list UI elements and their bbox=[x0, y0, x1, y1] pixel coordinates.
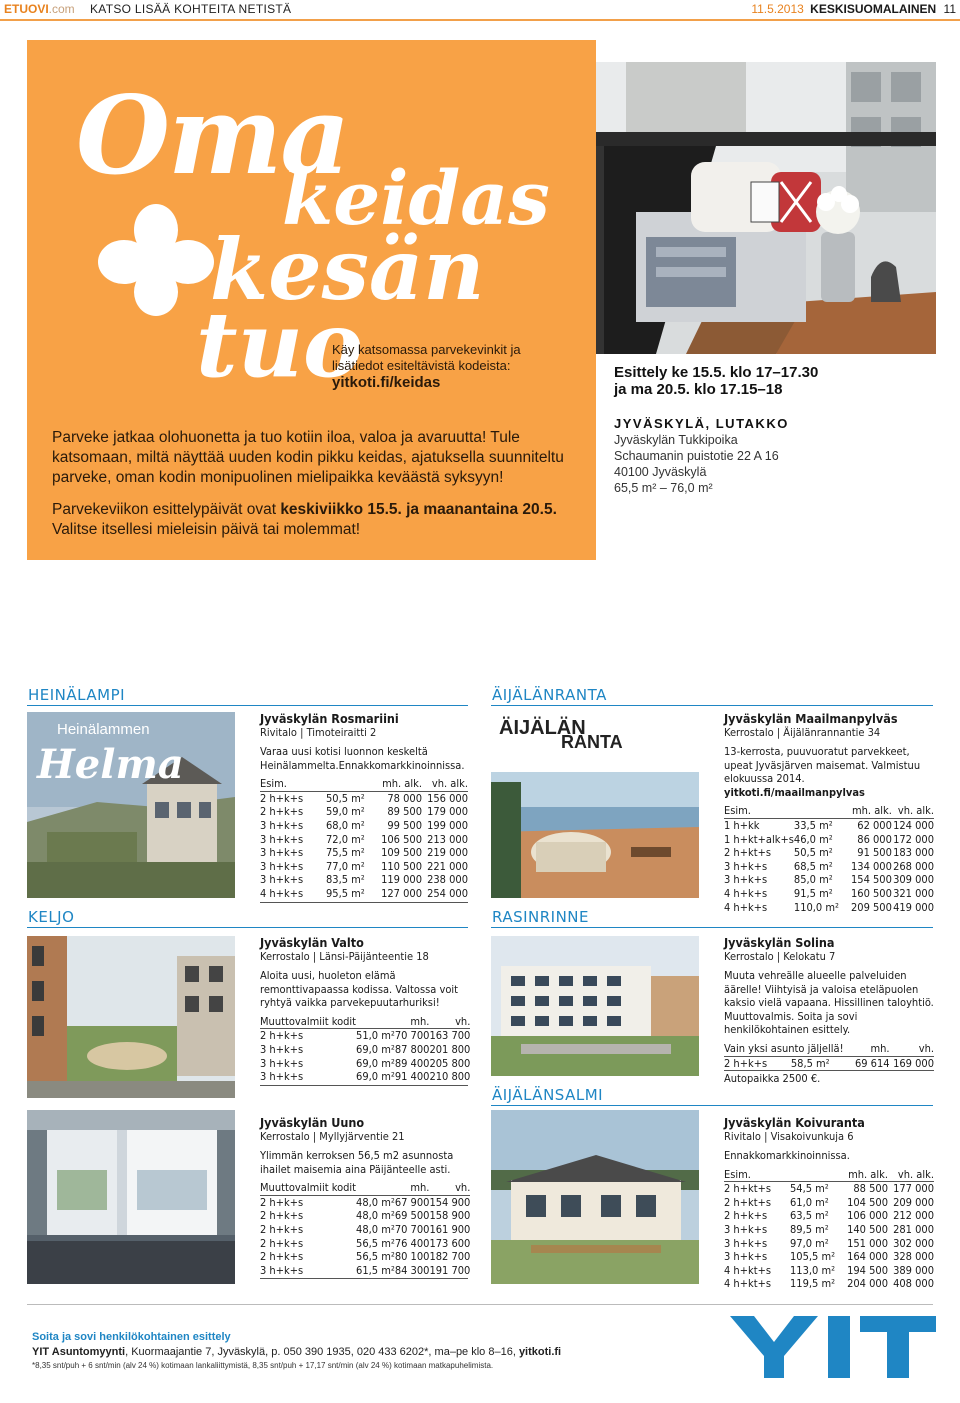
unit-type: 4 h+kt+s bbox=[724, 1277, 772, 1291]
table-row bbox=[260, 1043, 470, 1057]
sale-price: 221 000 bbox=[427, 859, 468, 873]
listing-sub: Kerrostalo | Länsi-Päijänteentie 18 bbox=[260, 950, 429, 963]
col-header: Esim. bbox=[724, 804, 751, 818]
sale-price: 177 000 bbox=[888, 1182, 934, 1196]
listing-maailmanpylvas bbox=[724, 711, 934, 914]
footer-pricing-note: *8,35 snt/puh + 6 snt/min (alv 24 %) kotimaan lankaliittymistä, 8,35 snt/puh + 17,17 snt/min (alv 24 %) kotimaan matkapuhelimista. bbox=[32, 1361, 494, 1370]
unit-area: 69,0 m² bbox=[356, 1056, 395, 1070]
sale-price: 281 000 bbox=[893, 1222, 934, 1236]
sale-price: 158 900 bbox=[429, 1209, 471, 1223]
table-row bbox=[724, 860, 934, 874]
col-header: mh. bbox=[870, 1041, 890, 1055]
unit-area: 63,5 m² bbox=[790, 1209, 829, 1223]
table-row bbox=[724, 1250, 934, 1264]
unit-type: 4 h+k+s bbox=[724, 900, 768, 914]
debt-free-price: 134 000 bbox=[850, 859, 892, 873]
unit-type: 2 h+k+s bbox=[260, 1250, 304, 1264]
sale-price: 210 800 bbox=[429, 1070, 471, 1084]
table-row bbox=[724, 1056, 934, 1070]
project-address: Schaumanin puistotie 22 A 16 bbox=[614, 449, 779, 463]
debt-free-price: 87 800 bbox=[394, 1042, 430, 1056]
desc-url[interactable]: yitkoti.fi/maailmanpylvas bbox=[724, 785, 865, 799]
listing-title: Jyväskylän Maailmanpylväs bbox=[724, 711, 898, 726]
unit-area: 119,5 m² bbox=[790, 1277, 836, 1291]
table-row bbox=[260, 1029, 470, 1043]
debt-free-price: 89 500 bbox=[387, 805, 422, 819]
listing-uuno bbox=[260, 1115, 471, 1279]
hero-p2-post: Valitse itsellesi mieleisin päivä tai molemmat! bbox=[52, 521, 361, 538]
unit-area: 61,5 m² bbox=[356, 1263, 395, 1277]
table-row bbox=[260, 1070, 470, 1084]
listing-desc bbox=[724, 745, 934, 799]
hero-p2-pre: Parvekeviikon esittelypäivät ovat bbox=[52, 501, 281, 518]
section-rule bbox=[491, 705, 933, 706]
debt-free-price: 70 700 bbox=[394, 1222, 430, 1236]
section-rule bbox=[27, 927, 468, 928]
col-header: Vain yksi asunto jäljellä! bbox=[724, 1041, 844, 1055]
table-row bbox=[724, 1209, 934, 1223]
footer-company: YIT Asuntomyynti bbox=[32, 1346, 126, 1358]
debt-free-price: 109 500 bbox=[381, 846, 422, 860]
sale-price: 268 000 bbox=[893, 859, 934, 873]
hero-paragraph-1: Parveke jatkaa olohuonetta ja tuo kotiin iloa, valoa ja avaruutta! Tule katsomaan, miltä näyttää uuden kodin pikku keidas, ajatuksella suunniteltu parveke, oman kodin monipuolinen mielipaikka keväästä syksyyn! bbox=[52, 429, 564, 486]
table-end-rule bbox=[260, 1085, 468, 1086]
debt-free-price: 80 100 bbox=[394, 1250, 430, 1264]
col-header: mh. alk. bbox=[382, 777, 422, 791]
unit-area: 83,5 m² bbox=[326, 873, 365, 887]
listing-desc: Varaa uusi kotisi luonnon keskeltä Heinälammelta.Ennakkomarkkinoinnissa. bbox=[260, 745, 465, 772]
unit-type: 2 h+k+s bbox=[260, 1195, 356, 1209]
unit-area: 75,5 m² bbox=[326, 846, 365, 860]
listing-desc: Aloita uusi, huoleton elämä remonttivapaassa kodissa. Valtossa voit ryhtyä vaikka parvekepuutarhuriksi! bbox=[260, 969, 459, 1010]
unit-area: 68,0 m² bbox=[326, 818, 365, 832]
unit-area: 56,5 m² bbox=[356, 1236, 395, 1250]
unit-area: 91,5 m² bbox=[793, 886, 833, 900]
aijalan-logo-2: RANTA bbox=[561, 732, 623, 752]
paper-name: KESKISUOMALAINEN bbox=[810, 2, 937, 16]
sale-price: 213 000 bbox=[427, 832, 468, 846]
unit-area: 89,5 m² bbox=[790, 1222, 829, 1236]
table-row bbox=[724, 1264, 934, 1278]
unit-type: 2 h+k+s bbox=[724, 1056, 791, 1070]
section-rule bbox=[491, 1105, 933, 1106]
sale-price: 124 000 bbox=[893, 818, 934, 832]
debt-free-price: 106 500 bbox=[381, 832, 422, 846]
section-keljo: KELJO bbox=[28, 908, 75, 926]
top-rule bbox=[0, 19, 960, 21]
unit-type: 2 h+k+s bbox=[260, 791, 326, 805]
table-row bbox=[260, 819, 468, 833]
listing-sub: Kerrostalo | Kelokatu 7 bbox=[724, 950, 836, 963]
helma-photo bbox=[27, 712, 235, 898]
col-header: vh. bbox=[918, 1041, 934, 1055]
price-table bbox=[724, 1168, 934, 1291]
section-heinalampi: HEINÄLAMPI bbox=[28, 686, 126, 704]
sale-price: 199 000 bbox=[427, 818, 468, 832]
sale-price: 173 600 bbox=[429, 1236, 471, 1250]
helma-script: Helma bbox=[37, 741, 184, 788]
sale-price: 154 900 bbox=[429, 1195, 471, 1209]
unit-type: 3 h+k+s bbox=[260, 1263, 304, 1277]
listing-title: Jyväskylän Uuno bbox=[260, 1115, 365, 1130]
footer-cta: Soita ja sovi henkilökohtainen esittely bbox=[32, 1331, 231, 1343]
table-end-rule bbox=[260, 902, 468, 903]
unit-area: 85,0 m² bbox=[793, 873, 833, 887]
unit-type: 3 h+k+s bbox=[724, 1222, 768, 1236]
table-row bbox=[724, 846, 934, 860]
unit-area: 54,5 m² bbox=[790, 1182, 842, 1196]
unit-type: 3 h+k+s bbox=[260, 832, 304, 846]
unit-area: 110,0 m² bbox=[793, 900, 839, 914]
table-row bbox=[724, 1223, 934, 1237]
uuno-photo bbox=[27, 1110, 235, 1284]
unit-area: 113,0 m² bbox=[790, 1263, 836, 1277]
listing-sub: Kerrostalo | Myllyjärventie 21 bbox=[260, 1130, 405, 1143]
aijalan-logo-1: ÄIJÄLÄN bbox=[499, 717, 586, 739]
col-header: vh. alk. bbox=[897, 804, 934, 818]
unit-type: 2 h+kt+s bbox=[724, 846, 772, 860]
listing-sub: Rivitalo | Visakoivunkuja 6 bbox=[724, 1130, 854, 1143]
unit-area: 48,0 m² bbox=[356, 1222, 395, 1236]
debt-free-price: 119 000 bbox=[381, 873, 422, 887]
col-header: mh. bbox=[410, 1181, 430, 1195]
unit-type: 2 h+k+s bbox=[260, 1029, 356, 1043]
table-row bbox=[260, 791, 468, 805]
listing-title: Jyväskylän Solina bbox=[724, 935, 835, 950]
col-header: Esim. bbox=[724, 1167, 751, 1181]
sale-price: 321 000 bbox=[893, 886, 934, 900]
hero-info bbox=[332, 342, 572, 391]
debt-free-price: 84 300 bbox=[394, 1263, 430, 1277]
sale-price: 309 000 bbox=[893, 873, 934, 887]
unit-area: 61,0 m² bbox=[790, 1195, 829, 1209]
col-header: Esim. bbox=[260, 777, 287, 791]
unit-type: 3 h+k+s bbox=[724, 859, 768, 873]
solina-photo bbox=[491, 936, 699, 1076]
table-row bbox=[260, 1264, 470, 1278]
unit-type: 3 h+k+s bbox=[260, 1042, 304, 1056]
unit-area: 59,0 m² bbox=[326, 805, 365, 819]
sale-price: 212 000 bbox=[893, 1209, 934, 1223]
hero-paragraph-2 bbox=[52, 500, 572, 540]
balcony-photo bbox=[596, 62, 936, 354]
koivuranta-photo bbox=[491, 1110, 699, 1284]
listing-sub: Kerrostalo | Äijälänrannantie 34 bbox=[724, 726, 881, 739]
unit-area: 48,0 m² bbox=[356, 1195, 395, 1209]
col-header: Muuttovalmiit kodit bbox=[260, 1181, 357, 1195]
sale-price: 205 800 bbox=[429, 1056, 471, 1070]
project-head: JYVÄSKYLÄ, LUTAKKO bbox=[614, 416, 789, 431]
etuovi-link[interactable]: ETUOVI.com bbox=[4, 2, 75, 16]
table-row bbox=[724, 1237, 934, 1251]
table-row bbox=[260, 833, 468, 847]
sale-price: 201 800 bbox=[429, 1042, 471, 1056]
section-aijalanranta: ÄIJÄLÄNRANTA bbox=[492, 686, 607, 704]
debt-free-price: 78 000 bbox=[376, 791, 422, 805]
yit-logo bbox=[730, 1316, 936, 1378]
unit-area: 69,0 m² bbox=[356, 1042, 395, 1056]
table-row bbox=[260, 887, 468, 901]
desc-text: 13-kerrosta, puuvuoratut parvekkeet, upeat Jyväsjärven maisemat. Valmistuu elokuussa 2014. bbox=[724, 745, 921, 786]
unit-type: 2 h+k+s bbox=[260, 1236, 304, 1250]
table-row bbox=[260, 1209, 470, 1223]
page-number: 11 bbox=[943, 2, 956, 16]
debt-free-price: 154 500 bbox=[850, 873, 892, 887]
sale-price: 182 700 bbox=[429, 1250, 471, 1264]
table-row bbox=[260, 846, 468, 860]
unit-area: 97,0 m² bbox=[790, 1236, 829, 1250]
price-table bbox=[724, 804, 934, 914]
sale-price: 408 000 bbox=[893, 1277, 934, 1291]
debt-free-price: 209 500 bbox=[850, 900, 892, 914]
sale-price: 209 000 bbox=[893, 1195, 934, 1209]
more-listings-text: KATSO LISÄÄ KOHTEITA NETISTÄ bbox=[90, 2, 292, 16]
unit-area: 95,5 m² bbox=[326, 886, 365, 900]
footer-rule bbox=[27, 1304, 933, 1305]
footer-contact-line bbox=[32, 1345, 712, 1360]
table-row bbox=[724, 1196, 934, 1210]
col-header: vh. bbox=[455, 1014, 471, 1028]
table-row bbox=[260, 860, 468, 874]
listing-title: Jyväskylän Rosmariini bbox=[260, 711, 399, 726]
unit-type: 4 h+k+s bbox=[724, 886, 768, 900]
unit-area: 58,5 m² bbox=[791, 1056, 844, 1070]
unit-area: 72,0 m² bbox=[326, 832, 365, 846]
price-table bbox=[260, 1015, 470, 1084]
table-row bbox=[724, 833, 934, 847]
unit-type: 2 h+kt+s bbox=[724, 1182, 790, 1196]
unit-type: 2 h+k+s bbox=[724, 1209, 768, 1223]
col-header: vh. alk. bbox=[897, 1167, 934, 1181]
table-row bbox=[260, 873, 468, 887]
listing-title: Jyväskylän Valto bbox=[260, 935, 364, 950]
listing-koivuranta bbox=[724, 1115, 934, 1291]
unit-type: 4 h+kt+s bbox=[724, 1263, 772, 1277]
price-table bbox=[724, 1042, 934, 1070]
parking-note: Autopaikka 2500 €. bbox=[724, 1070, 934, 1086]
unit-area: 33,5 m² bbox=[794, 818, 846, 832]
unit-type: 3 h+k+s bbox=[260, 873, 304, 887]
unit-area: 50,5 m² bbox=[326, 791, 376, 805]
unit-area: 69,0 m² bbox=[356, 1070, 395, 1084]
showing-line1: Esittely ke 15.5. klo 17–17.30 bbox=[614, 364, 819, 381]
unit-type: 1 h+kk bbox=[724, 818, 794, 832]
debt-free-price: 91 400 bbox=[394, 1070, 430, 1084]
unit-type: 3 h+k+s bbox=[724, 1250, 768, 1264]
helma-title: Heinälammen bbox=[57, 721, 150, 738]
listing-desc: Ennakkomarkkinoinnissa. bbox=[724, 1149, 850, 1162]
aijalanranta-photo bbox=[491, 712, 699, 898]
price-table bbox=[260, 1181, 470, 1277]
sale-price: 389 000 bbox=[893, 1263, 934, 1277]
debt-free-price: 91 500 bbox=[857, 846, 892, 860]
unit-type: 2 h+k+s bbox=[260, 805, 304, 819]
table-row bbox=[724, 1182, 934, 1196]
sale-price: 183 000 bbox=[893, 846, 934, 860]
debt-free-price: 67 900 bbox=[394, 1195, 430, 1209]
sale-price: 219 000 bbox=[427, 846, 468, 860]
unit-type: 3 h+k+s bbox=[260, 1070, 304, 1084]
table-end-rule bbox=[260, 1278, 468, 1279]
sale-price: 179 000 bbox=[427, 805, 468, 819]
masthead-right bbox=[751, 0, 956, 18]
debt-free-price: 164 000 bbox=[847, 1250, 888, 1264]
sale-price: 328 000 bbox=[893, 1250, 934, 1264]
headline-word-3: kesän bbox=[210, 220, 485, 319]
unit-area: 51,0 m² bbox=[356, 1029, 395, 1043]
debt-free-price: 194 500 bbox=[847, 1263, 888, 1277]
section-rule bbox=[27, 705, 468, 706]
sale-price: 169 000 bbox=[890, 1056, 934, 1070]
col-header: mh. alk. bbox=[852, 804, 892, 818]
listing-solina bbox=[724, 935, 934, 1086]
debt-free-price: 76 400 bbox=[394, 1236, 430, 1250]
unit-area: 105,5 m² bbox=[790, 1250, 836, 1264]
table-row bbox=[724, 887, 934, 901]
headline-word-1: Oma bbox=[76, 73, 349, 199]
unit-type: 3 h+k+s bbox=[260, 1056, 304, 1070]
hero-info-line2: lisätiedot esiteltävistä kodeista: bbox=[332, 358, 511, 373]
unit-area: 46,0 m² bbox=[793, 832, 833, 846]
section-aijalansalmi: ÄIJÄLÄNSALMI bbox=[492, 1086, 604, 1104]
footer-contact bbox=[32, 1330, 712, 1372]
unit-type: 3 h+k+s bbox=[260, 818, 304, 832]
headline-word-2: keidas bbox=[282, 156, 550, 242]
table-row bbox=[724, 818, 934, 832]
unit-type: 1 h+kt+alk+s bbox=[724, 832, 794, 846]
unit-type: 3 h+k+s bbox=[260, 846, 304, 860]
table-row bbox=[260, 1250, 470, 1264]
sale-price: 302 000 bbox=[893, 1236, 934, 1250]
debt-free-price: 104 500 bbox=[847, 1195, 888, 1209]
sale-price: 419 000 bbox=[893, 900, 934, 914]
footer-address: , Kuormaajantie 7, Jyväskylä, p. 050 390 1935, 020 433 6202*, ma–pe klo 8–16, bbox=[125, 1346, 519, 1358]
debt-free-price: 110 500 bbox=[381, 859, 422, 873]
debt-free-price: 69 500 bbox=[394, 1209, 430, 1223]
sale-price: 161 900 bbox=[429, 1222, 471, 1236]
section-rule bbox=[491, 927, 933, 928]
debt-free-price: 86 000 bbox=[857, 832, 892, 846]
project-postal: 40100 Jyväskylä bbox=[614, 465, 707, 479]
debt-free-price: 70 700 bbox=[394, 1029, 430, 1043]
unit-area: 48,0 m² bbox=[356, 1209, 395, 1223]
unit-type: 2 h+kt+s bbox=[724, 1195, 772, 1209]
project-info bbox=[614, 416, 934, 496]
project-name: Jyväskylän Tukkipoika bbox=[614, 433, 738, 447]
hero-info-line1: Käy katsomassa parvekevinkit ja bbox=[332, 342, 521, 357]
unit-area: 56,5 m² bbox=[356, 1250, 395, 1264]
listing-title: Jyväskylän Koivuranta bbox=[724, 1115, 865, 1130]
hero-p2-dates: keskiviikko 15.5. ja maanantaina 20.5. bbox=[280, 501, 557, 518]
showing-times bbox=[614, 364, 934, 398]
valto-photo bbox=[27, 936, 235, 1098]
unit-type: 3 h+k+s bbox=[724, 1236, 768, 1250]
unit-area: 50,5 m² bbox=[793, 846, 833, 860]
col-header: mh. bbox=[410, 1014, 430, 1028]
unit-type: 3 h+k+s bbox=[724, 873, 768, 887]
col-header: vh. bbox=[455, 1181, 471, 1195]
section-rasinrinne: RASINRINNE bbox=[492, 908, 590, 926]
unit-type: 2 h+k+s bbox=[260, 1209, 304, 1223]
issue-date: 11.5.2013 bbox=[751, 2, 804, 16]
debt-free-price: 106 000 bbox=[847, 1209, 888, 1223]
sale-price: 238 000 bbox=[427, 873, 468, 887]
debt-free-price: 62 000 bbox=[846, 818, 892, 832]
unit-area: 68,5 m² bbox=[793, 859, 833, 873]
debt-free-price: 160 500 bbox=[850, 886, 892, 900]
debt-free-price: 69 614 bbox=[844, 1056, 890, 1070]
sale-price: 156 000 bbox=[422, 791, 468, 805]
debt-free-price: 88 500 bbox=[842, 1182, 888, 1196]
unit-type: 4 h+k+s bbox=[260, 886, 304, 900]
table-row bbox=[260, 1237, 470, 1251]
sale-price: 191 700 bbox=[429, 1263, 471, 1277]
table-row bbox=[260, 1223, 470, 1237]
table-row bbox=[724, 901, 934, 915]
debt-free-price: 204 000 bbox=[847, 1277, 888, 1291]
col-header: vh. alk. bbox=[431, 777, 468, 791]
col-header: mh. alk. bbox=[848, 1167, 888, 1181]
listing-desc: Muuta vehreälle alueelle palveluiden äärelle! Viihtyisä ja valoisa eteläpuolen kaksio vielä vapaana. Hissillinen taloyhtiö. Muuttovalmis. Soita ja sovi henkilökohtainen esittely. bbox=[724, 969, 934, 1037]
col-header: Muuttovalmiit kodit bbox=[260, 1014, 357, 1028]
debt-free-price: 151 000 bbox=[847, 1236, 888, 1250]
sale-price: 172 000 bbox=[893, 832, 934, 846]
hero-info-url[interactable]: yitkoti.fi/keidas bbox=[332, 374, 441, 391]
debt-free-price: 99 500 bbox=[387, 818, 422, 832]
table-row bbox=[724, 873, 934, 887]
unit-type: 3 h+k+s bbox=[260, 859, 304, 873]
debt-free-price: 127 000 bbox=[381, 886, 422, 900]
listing-valto bbox=[260, 935, 471, 1086]
headline-word-4: tuo bbox=[196, 292, 364, 398]
debt-free-price: 89 400 bbox=[394, 1056, 430, 1070]
sale-price: 163 700 bbox=[429, 1029, 471, 1043]
footer-url[interactable]: yitkoti.fi bbox=[518, 1346, 562, 1358]
price-table bbox=[260, 777, 468, 900]
table-row bbox=[260, 1195, 470, 1209]
table-row bbox=[260, 805, 468, 819]
showing-line2: ja ma 20.5. klo 17.15–18 bbox=[614, 381, 783, 398]
top-bar bbox=[0, 0, 960, 20]
unit-area: 77,0 m² bbox=[326, 859, 365, 873]
debt-free-price: 140 500 bbox=[847, 1222, 888, 1236]
sale-price: 254 000 bbox=[427, 886, 468, 900]
unit-type: 2 h+k+s bbox=[260, 1222, 304, 1236]
table-row bbox=[260, 1057, 470, 1071]
listing-rosmariini bbox=[260, 711, 468, 903]
table-row bbox=[724, 1277, 934, 1291]
listing-desc: Ylimmän kerroksen 56,5 m2 asunnosta ihailet maisemia aina Päijänteelle asti. bbox=[260, 1149, 454, 1176]
listing-sub: Rivitalo | Timoteiraitti 2 bbox=[260, 726, 377, 739]
project-area: 65,5 m² – 76,0 m² bbox=[614, 481, 713, 495]
